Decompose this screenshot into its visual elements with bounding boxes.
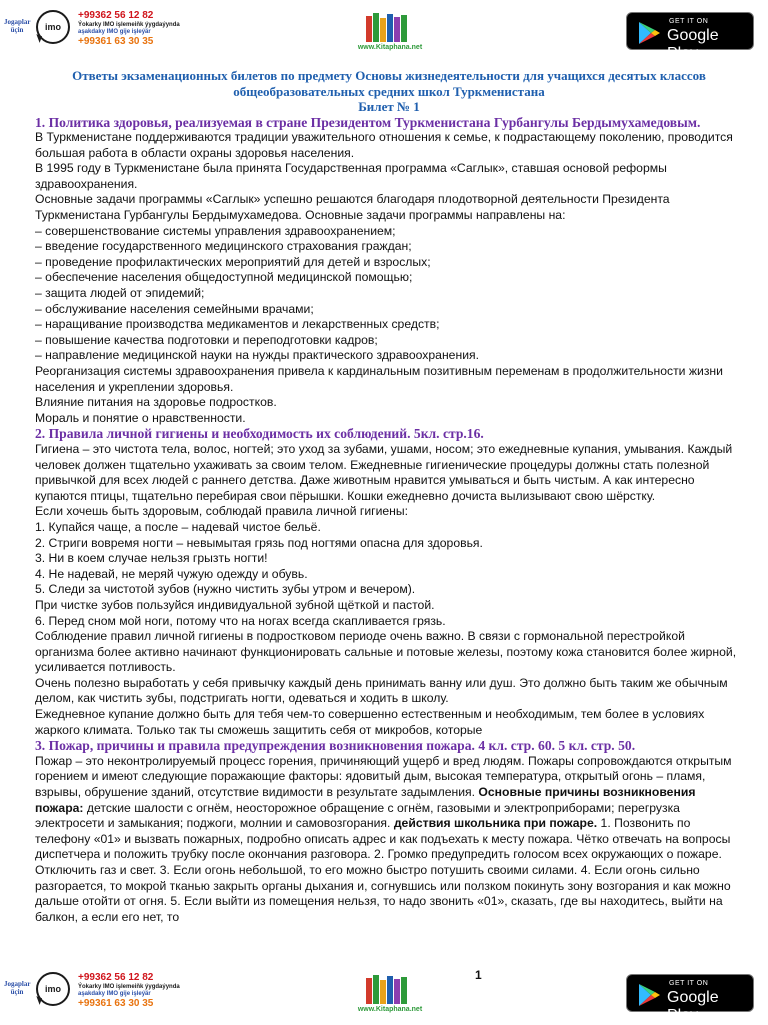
list-item: – направление медицинской науки на нужды практического здравоохранения. — [35, 348, 479, 363]
list-item: – защита людей от эпидемий; — [35, 286, 205, 301]
google-play-button[interactable] — [626, 12, 754, 62]
imo-text: imo — [44, 22, 61, 32]
paragraph: Гигиена – это чистота тела, волос, ногтей; это уход за зубами, ушами, носом; это ежедневные купания, умывания. Каждый человек должен тщательно ухаживать за своим телом. Ежедневные гигиенические процедуры должны стать полезной привычкой для всех людей с раннего детства. Даже животным нравится умываться и быть чистым. А как интересно купаются птицы, тщательно перебирая свои пёрышки. Кошки ежедневно дочиста вылизывают свою шёрстку. — [35, 441, 733, 503]
text-run: 1. Позвонить по телефону «01» и вызвать пожарных, подробно описать адрес и как подъехать к месту пожара. Чётко отвечать на вопросы диспетчера и положить трубку после окончания разговора. 2. Громко предупредить голосом всех окружающих о пожаре. Отключить газ и свет. 3. Если огонь небольшой, то его можно быстро потушить своими силами. 4. Если огонь сильно разгорается, то мокрой тканью закрыть органы дыхания и, согнувшись или ползком покинуть зону возгорания и как можно дальше отойти от огня. 5. Если выйти из помещения нельзя, то надо звонить «01», сказать, где вы находитесь, выйти на балкон, а если его нет, то — [35, 816, 731, 924]
imo-logo-icon[interactable] — [36, 10, 70, 44]
site-link[interactable]: www.Kitaphana.net — [357, 1006, 423, 1013]
phone-primary[interactable]: +99362 56 12 82 — [78, 972, 154, 983]
paragraph: Влияние питания на здоровье подростков. — [35, 395, 277, 410]
books-icon — [366, 12, 414, 42]
question-3-title: 3. Пожар, причины и правила предупреждения возникновения пожара. 4 кл. стр. 60. 5 кл. стр. 50. — [35, 738, 636, 754]
list-item: – обеспечение населения общедоступной медицинской помощью; — [35, 270, 413, 285]
list-item: – введение государственного медицинского страхования граждан; — [35, 239, 412, 254]
footer-banner — [0, 962, 768, 1024]
list-item: – проведение профилактических мероприятий для детей и взрослых; — [35, 254, 431, 269]
contact-note-1: Ýokarky IMO işlemeiňk ýygdaýynda — [78, 984, 180, 990]
gplay-big-text: Google Play — [667, 27, 719, 62]
list-item: – обслуживание населения семейными врачами; — [35, 301, 314, 316]
google-play-icon — [637, 983, 661, 1007]
paragraph: Основные задачи программы «Саглык» успешно решаются благодаря плодотворной деятельности Президента Туркменистана Гурбангулы Бердымухамедова. Основные задачи программы направлены на: — [35, 192, 670, 223]
list-item: 3. Ни в коем случае нельзя грызть ногти! — [35, 551, 268, 566]
phone-primary[interactable]: +99362 56 12 82 — [78, 10, 154, 21]
imo-logo-icon[interactable] — [36, 972, 70, 1006]
paragraph: Реорганизация системы здравоохранения привела к кардинальным позитивным переменам в продолжительности жизни населения и укреплении здоровья. — [35, 364, 723, 394]
list-item: 5. Следи за чистотой зубов (нужно чистить зубы утром и вечером). — [35, 582, 416, 597]
text-run: Пожар – это неконтролируемый процесс горения, причиняющий ущерб и вред людям. Пожары сопровождаются открытым горением и имеют следующие поражающие факторы: ядовитый дым, высокая температура, открытый огонь – пламя, взрывы, обрушение зданий, отсутствие видимости в результате задымления. — [35, 753, 732, 800]
bold-run: Основные причины возникновения пожара: — [35, 785, 696, 815]
side-label: Jogaplar üçin — [4, 18, 31, 34]
contact-note-2: aşakdaky IMO gije işleýär — [78, 29, 151, 35]
document-title: Ответы экзаменационных билетов по предмету Основы жизнедеятельности для учащихся десятых классов общеобразовательных средних школ Туркменистана — [72, 68, 706, 99]
gplay-big-text: Google Play — [667, 989, 719, 1024]
list-item: При чистке зубов пользуйся индивидуальной зубной щёткой и пастой. — [35, 597, 435, 612]
site-link[interactable]: www.Kitaphana.net — [357, 44, 423, 51]
contact-block — [78, 972, 180, 1010]
books-icon — [366, 974, 414, 1004]
contact-block — [78, 10, 180, 48]
paragraph: В Туркменистане поддерживаются традиции уважительного отношения к семье, к подрастающему поколению, проводится большая работа в области охраны здоровья населения. — [35, 130, 733, 160]
imo-text: imo — [44, 984, 61, 994]
header-banner — [0, 0, 768, 62]
list-item: – повышение качества подготовки и переподготовки кадров; — [35, 332, 378, 347]
list-item: 4. Не надевай, не меряй чужую одежду и обувь. — [35, 566, 308, 581]
document-body — [35, 68, 743, 925]
question-2-title: 2. Правила личной гигиены и необходимость их соблюдений. 5кл. стр.16. — [35, 426, 484, 442]
gplay-small-text: GET IT ON — [669, 980, 709, 987]
ticket-number: Билет № 1 — [358, 99, 420, 114]
google-play-button[interactable] — [626, 974, 754, 1024]
paragraph: В 1995 году в Туркменистане была принята Государственная программа «Саглык», ставшая основой реформы здравоохранения. — [35, 161, 667, 191]
paragraph: Если хочешь быть здоровым, соблюдай правила личной гигиены: — [35, 504, 409, 519]
contact-note-1: Ýokarky IMO işlemeiňk ýygdaýynda — [78, 22, 180, 28]
paragraph: Мораль и понятие о нравственности. — [35, 410, 246, 425]
list-item: 6. Перед сном мой ноги, потому что на ногах всегда скапливается грязь. — [35, 613, 446, 628]
paragraph — [35, 754, 743, 926]
side-label: Jogaplar üçin — [4, 980, 31, 996]
list-item: – совершенствование системы управления здравоохранением; — [35, 223, 396, 238]
phone-secondary[interactable]: +99361 63 30 35 — [78, 36, 154, 47]
contact-note-2: aşakdaky IMO gije işleýär — [78, 991, 151, 997]
bold-run: действия школьника при пожаре. — [393, 816, 598, 831]
phone-secondary[interactable]: +99361 63 30 35 — [78, 998, 154, 1009]
paragraph: Ежедневное купание должно быть для тебя чем-то совершенно естественным и необходимым, тем более в условиях жаркого климата. Только так ты сможешь защитить себя от микробов, которые — [35, 707, 705, 737]
paragraph: Очень полезно выработать у себя привычку каждый день принимать ванну или душ. Это должно быть таким же обычным делом, как чистить зубы, подстригать ногти, одеваться и ходить в школу. — [35, 675, 728, 706]
page-number: 1 — [475, 968, 482, 982]
list-item: 1. Купайся чаще, а после – надевай чистое бельё. — [35, 519, 321, 534]
google-play-icon — [637, 21, 661, 45]
list-item: – наращивание производства медикаментов и лекарственных средств; — [35, 317, 440, 332]
paragraph: Соблюдение правил личной гигиены в подростковом периоде очень важно. В связи с гормональной перестройкой организма более активно начинают функционировать сальные и потовые железы, поэтому кожа становится более жирной, усиливается потливость. — [35, 629, 737, 675]
question-1-title: 1. Политика здоровья, реализуемая в стране Президентом Туркменистана Гурбангулы Бердымухамедовым. — [35, 114, 701, 130]
text-run: детские шалости с огнём, неосторожное обращение с огнём, газовыми и электроприборами; перегрузка электросети и замыкания; поджоги, молнии и самовозгорания. — [35, 800, 680, 831]
gplay-small-text: GET IT ON — [669, 18, 709, 25]
list-item: 2. Стриги вовремя ногти – невымытая грязь под ногтями опасна для здоровья. — [35, 535, 483, 550]
